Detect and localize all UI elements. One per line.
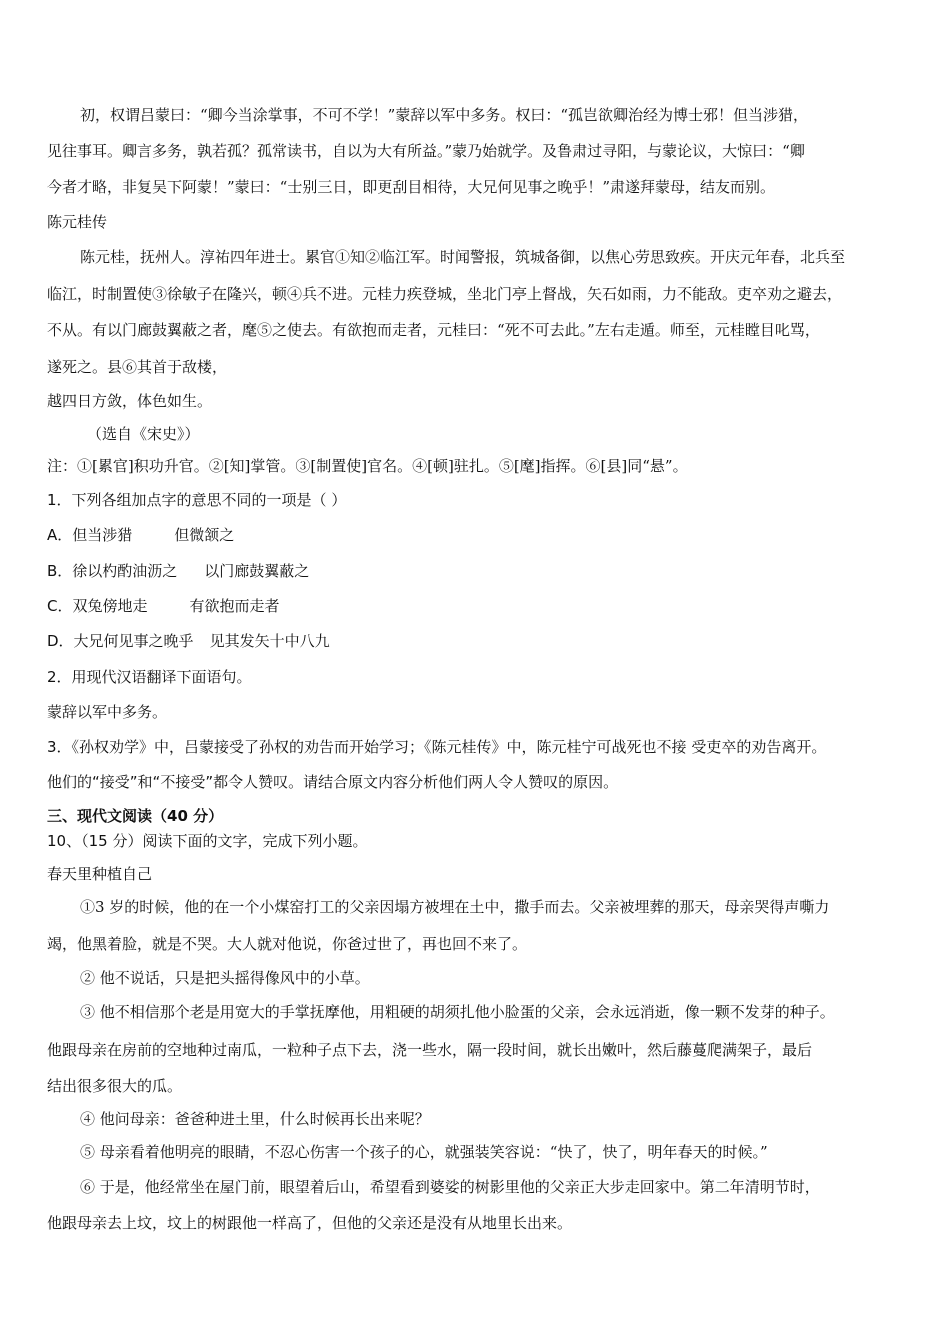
passage2-notes: 注：①[累官]积功升官。②[知]掌管。③[制置使]官名。④[顿]驻扎。⑤[麾]指挥。⑥[县]同“悬”。	[47, 457, 688, 475]
article-p5: ⑤ 母亲看着他明亮的眼睛，不忍心伤害一个孩子的心，就强装笑容说：“快了，快了，明年春天的时候。”	[80, 1143, 768, 1161]
option-a-right: 但微颔之	[174, 526, 235, 544]
passage1-line1: 初，权谓吕蒙曰：“卿今当涂掌事，不可不学！”蒙辞以军中多务。权曰：“孤岂欲卿治经为博士邪！但当涉猎，	[80, 106, 809, 124]
passage2-line1: 陈元桂，抚州人。淳祐四年进士。累官①知②临江军。时闻警报，筑城备御，以焦心劳思致疾。开庆元年春，北兵至	[80, 248, 846, 266]
article-p3-line1: ③ 他不相信那个老是用宽大的手掌抚摩他，用粗硬的胡须扎他小脸蛋的父亲，会永远消逝，像一颗不发芽的种子。	[80, 1003, 835, 1021]
passage2-source: （选自《宋史》）	[87, 425, 200, 443]
option-b-left: B．徐以杓酌油沥之	[47, 562, 178, 580]
passage2-line5: 越四日方敛，体色如生。	[47, 392, 213, 410]
article-p3-line2: 他跟母亲在房前的空地种过南瓜，一粒种子点下去，浇一些水，隔一段时间，就长出嫩叶，然后藤蔓爬满架子，最后	[47, 1041, 813, 1059]
option-d-left: D．大兄何见事之晚乎	[47, 632, 194, 650]
question-3-line1: 3．《孙权劝学》中，吕蒙接受了孙权的劝告而开始学习；《陈元桂传》中，陈元桂宁可战死也不接 受吏卒的劝告离开。	[47, 738, 827, 756]
article-p2: ② 他不说话，只是把头摇得像风中的小草。	[80, 969, 370, 987]
passage1-line3: 今者才略，非复吴下阿蒙！”蒙曰：“士别三日，即更刮目相待，大兄何见事之晚乎！”肃遂拜蒙母，结友而别。	[47, 178, 776, 196]
question-2: 2．用现代汉语翻译下面语句。	[47, 668, 252, 686]
option-c-left: C．双兔傍地走	[47, 597, 148, 615]
article-p6-line1: ⑥ 于是，他经常坐在屋门前，眼望着后山，希望看到婆娑的树影里他的父亲正大步走回家中。第二年清明节时，	[80, 1178, 820, 1196]
article-p4: ④ 他问母亲：爸爸种进土里，什么时候再长出来呢？	[80, 1110, 430, 1128]
option-d-right: 见其发矢十中八九	[209, 632, 330, 650]
article-p1-line2: 竭，他黑着脸，就是不哭。大人就对他说，你爸过世了，再也回不来了。	[47, 935, 528, 953]
option-c	[47, 596, 280, 616]
option-c-right: 有欲抱而走者	[189, 597, 280, 615]
article-title: 春天里种植自己	[47, 865, 153, 883]
question-1: 1．下列各组加点字的意思不同的一项是（ ）	[47, 491, 347, 509]
passage2-line2: 临江，时制置使③徐敏子在隆兴，顿④兵不进。元桂力疾登城，坐北门亭上督战，矢石如雨，力不能敌。吏卒劝之避去，	[47, 285, 843, 303]
article-p1-line1: ①3 岁的时候，他的在一个小煤窑打工的父亲因塌方被埋在土中，撒手而去。父亲被埋葬的那天，母亲哭得声嘶力	[80, 898, 830, 916]
question-10: 10、（15 分）阅读下面的文字，完成下列小题。	[47, 832, 368, 850]
question-2-sentence: 蒙辞以军中多务。	[47, 703, 168, 721]
section-3-heading: 三、现代文阅读（40 分）	[47, 807, 224, 825]
article-p6-line2: 他跟母亲去上坟，坟上的树跟他一样高了，但他的父亲还是没有从地里长出来。	[47, 1214, 573, 1232]
option-d	[47, 631, 330, 651]
question-3-line2: 他们的“接受”和“不接受”都令人赞叹。请结合原文内容分析他们两人令人赞叹的原因。	[47, 773, 619, 791]
passage2-line3: 不从。有以门廊鼓翼蔽之者，麾⑤之使去。有欲抱而走者，元桂曰：“死不可去此。”左右走遁。师至，元桂瞠目叱骂，	[47, 321, 820, 339]
option-a-left: A．但当涉猎	[47, 526, 133, 544]
article-p3-line3: 结出很多很大的瓜。	[47, 1077, 183, 1095]
passage1-line2: 见往事耳。卿言多务，孰若孤？孤常读书，自以为大有所益。”蒙乃始就学。及鲁肃过寻阳，与蒙论议，大惊曰：“卿	[47, 142, 805, 160]
option-b	[47, 561, 309, 581]
option-b-right: 以门廊鼓翼蔽之	[204, 562, 310, 580]
option-a	[47, 525, 234, 545]
passage2-line4: 遂死之。县⑥其首于敌楼，	[47, 358, 228, 376]
passage2-title: 陈元桂传	[47, 213, 108, 231]
